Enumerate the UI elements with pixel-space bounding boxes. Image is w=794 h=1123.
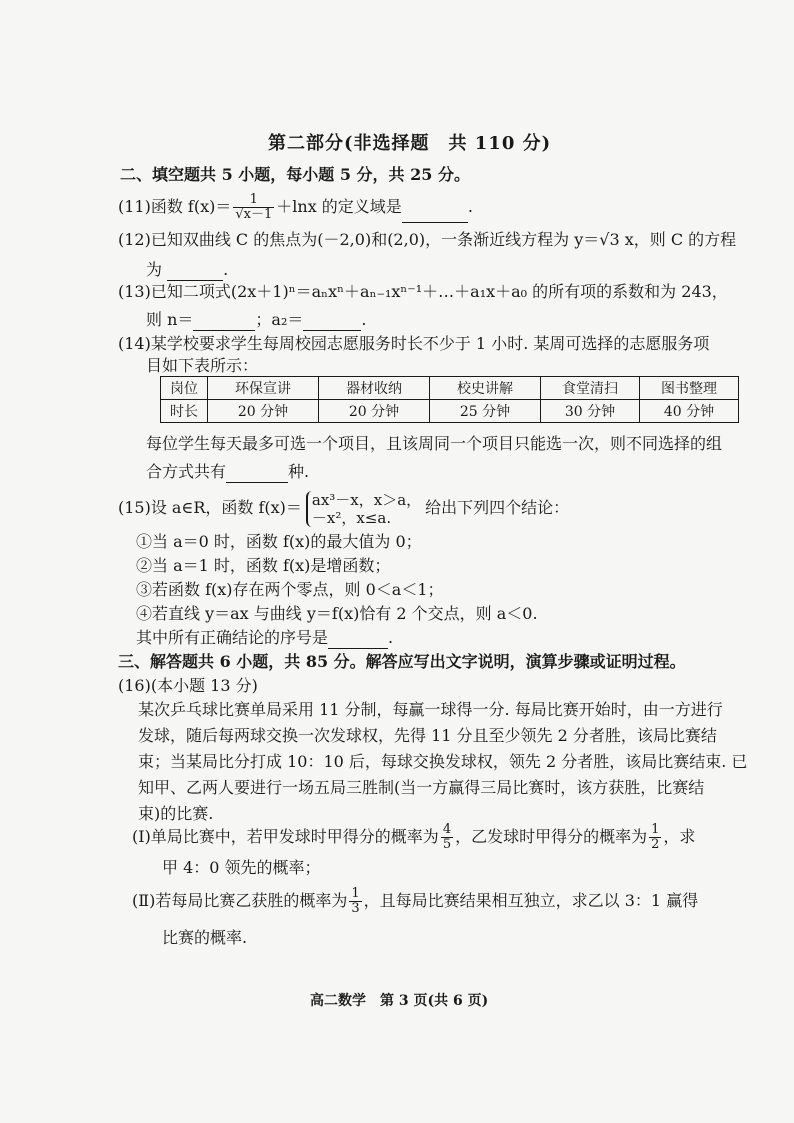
table-cell: 40 分钟 <box>640 400 739 423</box>
q14-label: 合方式共有 <box>146 462 227 481</box>
q16-part2-prefix: (Ⅱ)若每局比赛乙获胜的概率为 <box>132 891 348 910</box>
q12-label: 为 <box>146 260 163 279</box>
q11-prefix: (11)函数 f(x)＝ <box>118 197 232 216</box>
q16-para-line1: 某次乒乓球比赛单局采用 11 分制，每赢一球得一分. 每局比赛开始时，由一方进行 <box>138 700 723 719</box>
section3-heading: 三、解答题共 6 小题，共 85 分。解答应写出文字说明，演算步骤或证明过程。 <box>118 652 686 671</box>
q16-part1-mid: ，乙发球时甲得分的概率为 <box>455 827 648 846</box>
question-15 <box>118 488 569 528</box>
section2-heading: 二、填空题共 5 小题，每小题 5 分，共 25 分。 <box>120 165 470 184</box>
table-header-cell: 岗位 <box>161 377 208 400</box>
q11-denominator: √x－1 <box>235 207 273 222</box>
q16-label: (16)(本小题 13 分) <box>118 676 258 695</box>
question-14-line4 <box>146 462 309 483</box>
q13-a2-blank <box>303 310 361 331</box>
q16-para-line3: 束；当某局比分打成 10：10 后，每球交换发球权，领先 2 分者胜，该局比赛结束. 已 <box>138 752 748 771</box>
q13-n-blank <box>193 310 255 331</box>
q14-answer-blank <box>226 462 288 483</box>
q11-answer-blank <box>402 192 468 223</box>
page-footer: 高二数学 第 3 页(共 6 页) <box>310 993 489 1009</box>
q13-a2-label: ；a₂＝ <box>255 310 304 329</box>
q15-conclusion-2: ②当 a＝1 时，函数 f(x)是增函数； <box>136 556 391 575</box>
table-header-cell: 校史讲解 <box>430 377 541 400</box>
q15-piecewise <box>306 491 421 527</box>
table-row <box>161 400 739 423</box>
q11-numerator: 1 <box>233 193 274 208</box>
q11-fraction <box>233 193 274 222</box>
q12-answer-blank <box>167 260 223 281</box>
table-header-cell: 图书整理 <box>640 377 739 400</box>
question-14-line2: 目如下表所示： <box>146 356 259 375</box>
fraction-denominator: 3 <box>351 901 360 916</box>
q15-conclusion-3: ③若函数 f(x)存在两个零点，则 0＜a＜1； <box>136 580 444 599</box>
q15-end: . <box>388 628 394 647</box>
q15-prefix: (15)设 a∈R，函数 f(x)＝ <box>118 498 302 517</box>
question-14-line1: (14)某学校要求学生每周校园志愿服务时长不少于 1 小时. 某周可选择的志愿服务项 <box>118 334 710 353</box>
table-header-cell: 环保宣讲 <box>208 377 319 400</box>
table-header-cell: 食堂清扫 <box>541 377 640 400</box>
q16-part1-line2: 甲 4：0 领先的概率； <box>162 858 321 877</box>
q16-part1-end: ，求 <box>663 827 696 846</box>
q16-para-line5: 束)的比赛. <box>138 804 214 823</box>
q15-case1: ax³－x，x＞a， <box>311 490 422 509</box>
table-header-row <box>161 377 739 400</box>
question-12-line2 <box>146 260 228 281</box>
q16-para-line4: 知甲、乙两人要进行一场五局三胜制(当一方赢得三局比赛时，该方获胜，比赛结 <box>138 778 705 797</box>
q11-suffix: ＋lnx 的定义域是 <box>276 197 402 216</box>
q16-part1-fraction-b <box>649 823 661 852</box>
q14-end: 种. <box>288 462 310 481</box>
q15-ask-label: 其中所有正确结论的序号是 <box>136 628 329 647</box>
question-14-line3: 每位学生每天最多可选一个项目，且该周同一个项目只能选一次，则不同选择的组 <box>146 434 723 453</box>
service-table <box>160 376 739 423</box>
question-11 <box>118 192 473 223</box>
question-13-line1: (13)已知二项式(2x＋1)ⁿ＝aₙxⁿ＋aₙ₋₁xⁿ⁻¹＋…＋a₁x＋a₀ 的所有项的系数和为 243， <box>118 282 728 301</box>
q16-part1 <box>132 820 695 854</box>
q13-n-label: 则 n＝ <box>146 310 194 329</box>
q15-conclusion-1: ①当 a＝0 时，函数 f(x)的最大值为 0； <box>136 532 422 551</box>
q16-para-line2: 发球，随后每两球交换一次发球权，先得 11 分且至少领先 2 分者胜，该局比赛结 <box>138 726 717 745</box>
question-12-line1: (12)已知双曲线 C 的焦点为(－2,0)和(2,0)，一条渐近线方程为 y＝√3 x，则 C 的方程 <box>118 230 737 249</box>
q16-part2-fraction <box>349 887 361 916</box>
q16-part1-prefix: (Ⅰ)单局比赛中，若甲发球时甲得分的概率为 <box>132 827 439 846</box>
q15-conclusion-4: ④若直线 y＝ax 与曲线 y＝f(x)恰有 2 个交点，则 a＜0. <box>136 604 538 623</box>
fraction-denominator: 2 <box>651 837 660 852</box>
q12-end: . <box>223 260 229 279</box>
q16-part2-end: ，且每局比赛结果相互独立，求乙以 3：1 赢得 <box>363 891 699 910</box>
part-title: 第二部分(非选择题 共 110 分) <box>268 133 552 154</box>
q15-suffix: 给出下列四个结论： <box>425 498 570 517</box>
table-header-cell: 器材收纳 <box>319 377 430 400</box>
fraction-numerator: 4 <box>442 822 452 837</box>
table-cell: 30 分钟 <box>541 400 640 423</box>
q16-part2 <box>132 884 698 918</box>
table-cell: 20 分钟 <box>319 400 430 423</box>
q16-part2-line2: 比赛的概率. <box>162 928 248 947</box>
q15-case2: －x²，x≤a. <box>311 508 392 527</box>
q15-answer-blank <box>328 628 388 649</box>
fraction-numerator: 1 <box>351 886 360 901</box>
fraction-numerator: 1 <box>651 822 660 837</box>
table-cell: 20 分钟 <box>208 400 319 423</box>
q13-end: . <box>361 310 367 329</box>
question-13-line2 <box>146 310 366 331</box>
table-cell: 25 分钟 <box>430 400 541 423</box>
fraction-denominator: 5 <box>442 837 452 852</box>
q15-ask <box>136 628 393 649</box>
q16-part1-fraction-a <box>441 823 453 852</box>
table-cell: 时长 <box>161 400 208 423</box>
q11-end: . <box>467 197 473 216</box>
